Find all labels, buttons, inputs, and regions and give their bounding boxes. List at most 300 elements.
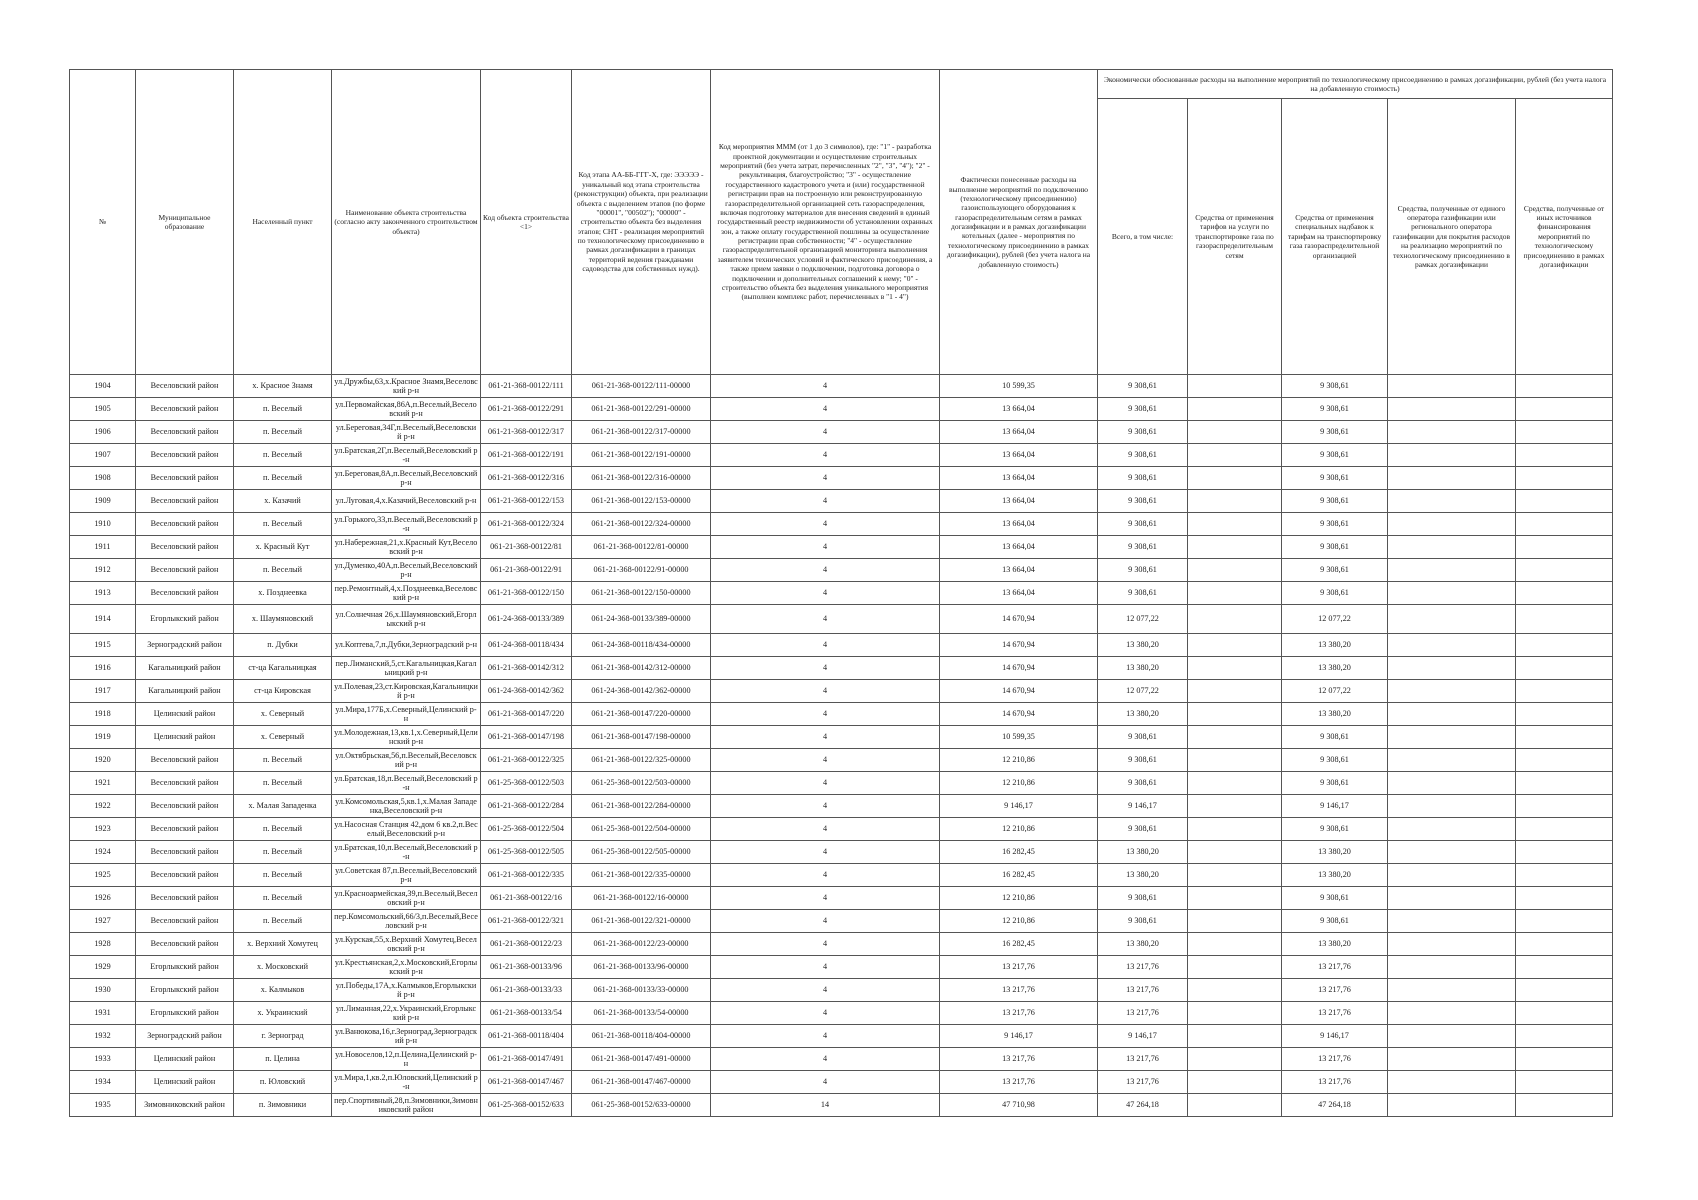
- row-actual-costs: 13 217,76: [940, 979, 1098, 1002]
- row-total: 9 308,61: [1098, 910, 1188, 933]
- row-special-surcharge-funds: 9 146,17: [1282, 1025, 1388, 1048]
- row-actual-costs: 12 210,86: [940, 910, 1098, 933]
- row-object-name: ул.Первомайская,86А,п.Веселый,Веселовский р-н: [332, 398, 481, 421]
- row-stage-code: 061-21-368-00122/316-00000: [572, 467, 711, 490]
- row-number: 1931: [70, 1002, 136, 1025]
- row-tariff-funds: [1188, 1002, 1282, 1025]
- row-settlement: п. Веселый: [234, 513, 332, 536]
- row-object-name: ул.Мира,177Б,х.Северный,Целинский р-н: [332, 703, 481, 726]
- row-special-surcharge-funds: 9 308,61: [1282, 513, 1388, 536]
- row-actual-costs: 13 664,04: [940, 421, 1098, 444]
- table-body: [70, 375, 1613, 1117]
- row-number: 1933: [70, 1048, 136, 1071]
- row-tariff-funds: [1188, 398, 1282, 421]
- row-special-surcharge-funds: 9 308,61: [1282, 375, 1388, 398]
- row-object-name: ул.Крестьянская,2,х.Московский,Егорлыкский р-н: [332, 956, 481, 979]
- row-event-code: 4: [711, 726, 940, 749]
- row-operator-funds: [1388, 864, 1516, 887]
- row-number: 1926: [70, 887, 136, 910]
- row-object-name: ул.Советская 87,п.Веселый,Веселовский р-н: [332, 864, 481, 887]
- row-actual-costs: 14 670,94: [940, 605, 1098, 634]
- table-row: [70, 421, 1613, 444]
- table-row: [70, 634, 1613, 657]
- row-actual-costs: 13 664,04: [940, 513, 1098, 536]
- row-number: 1929: [70, 956, 136, 979]
- row-object-code: 061-21-368-00122/335: [481, 864, 572, 887]
- row-settlement: п. Веселый: [234, 841, 332, 864]
- row-municipality: Зерноградский район: [136, 1025, 234, 1048]
- row-stage-code: 061-21-368-00122/284-00000: [572, 795, 711, 818]
- row-event-code: 4: [711, 933, 940, 956]
- row-municipality: Егорлыкский район: [136, 605, 234, 634]
- row-tariff-funds: [1188, 795, 1282, 818]
- row-settlement: п. Веселый: [234, 910, 332, 933]
- row-settlement: х. Казачий: [234, 490, 332, 513]
- row-actual-costs: 13 664,04: [940, 490, 1098, 513]
- row-object-code: 061-24-368-00133/389: [481, 605, 572, 634]
- table-row: [70, 1094, 1613, 1117]
- row-settlement: п. Юловский: [234, 1071, 332, 1094]
- row-object-name: ул.Курская,55,х.Верхний Хомутец,Веселовский р-н: [332, 933, 481, 956]
- row-stage-code: 061-21-368-00122/291-00000: [572, 398, 711, 421]
- row-other-funds: [1516, 1025, 1613, 1048]
- row-municipality: Целинский район: [136, 703, 234, 726]
- row-total: 9 308,61: [1098, 375, 1188, 398]
- row-operator-funds: [1388, 956, 1516, 979]
- row-object-code: 061-25-368-00152/633: [481, 1094, 572, 1117]
- row-operator-funds: [1388, 887, 1516, 910]
- row-other-funds: [1516, 467, 1613, 490]
- row-object-code: 061-21-368-00122/23: [481, 933, 572, 956]
- row-total: 13 380,20: [1098, 703, 1188, 726]
- row-stage-code: 061-21-368-00142/312-00000: [572, 657, 711, 680]
- header-other-funds: Средства, полученные от иных источников финансирования мероприятий по технологическому присоединению в рамках догазификации: [1516, 99, 1613, 375]
- row-object-name: ул.Насосная Станция 42,дом 6 кв.2,п.Веселый,Веселовский р-н: [332, 818, 481, 841]
- row-tariff-funds: [1188, 772, 1282, 795]
- row-event-code: 4: [711, 680, 940, 703]
- row-total: 9 308,61: [1098, 559, 1188, 582]
- row-object-code: 061-21-368-00122/81: [481, 536, 572, 559]
- row-object-name: пер.Лиманский,5,ст.Кагальницкая,Кагальницкий р-н: [332, 657, 481, 680]
- row-stage-code: 061-24-368-00133/389-00000: [572, 605, 711, 634]
- table-row: [70, 772, 1613, 795]
- row-other-funds: [1516, 1071, 1613, 1094]
- row-event-code: 4: [711, 887, 940, 910]
- row-settlement: п. Дубки: [234, 634, 332, 657]
- row-object-name: ул.Братская,10,п.Веселый,Веселовский р-н: [332, 841, 481, 864]
- row-number: 1904: [70, 375, 136, 398]
- row-special-surcharge-funds: 9 308,61: [1282, 726, 1388, 749]
- row-special-surcharge-funds: 9 308,61: [1282, 536, 1388, 559]
- row-special-surcharge-funds: 13 217,76: [1282, 1002, 1388, 1025]
- row-other-funds: [1516, 979, 1613, 1002]
- row-total: 13 380,20: [1098, 864, 1188, 887]
- row-actual-costs: 13 664,04: [940, 467, 1098, 490]
- row-tariff-funds: [1188, 979, 1282, 1002]
- header-municipality: Муниципальное образование: [136, 70, 234, 375]
- row-event-code: 4: [711, 444, 940, 467]
- row-settlement: п. Зимовники: [234, 1094, 332, 1117]
- row-actual-costs: 12 210,86: [940, 818, 1098, 841]
- row-municipality: Веселовский район: [136, 467, 234, 490]
- row-municipality: Веселовский район: [136, 933, 234, 956]
- row-stage-code: 061-21-368-00122/324-00000: [572, 513, 711, 536]
- row-object-name: ул.Лиманная,22,х.Украинский,Егорлыкский р-н: [332, 1002, 481, 1025]
- row-settlement: х. Московский: [234, 956, 332, 979]
- row-other-funds: [1516, 634, 1613, 657]
- row-number: 1908: [70, 467, 136, 490]
- row-total: 9 146,17: [1098, 795, 1188, 818]
- row-tariff-funds: [1188, 421, 1282, 444]
- row-settlement: х. Шаумяновский: [234, 605, 332, 634]
- row-special-surcharge-funds: 12 077,22: [1282, 605, 1388, 634]
- table-row: [70, 444, 1613, 467]
- row-actual-costs: 12 210,86: [940, 772, 1098, 795]
- row-object-name: ул.Молодежная,13,кв.1,х.Северный,Целинский р-н: [332, 726, 481, 749]
- row-object-code: 061-21-368-00122/317: [481, 421, 572, 444]
- table-row: [70, 703, 1613, 726]
- row-special-surcharge-funds: 9 308,61: [1282, 887, 1388, 910]
- row-other-funds: [1516, 841, 1613, 864]
- row-special-surcharge-funds: 13 217,76: [1282, 1071, 1388, 1094]
- row-actual-costs: 13 664,04: [940, 398, 1098, 421]
- row-number: 1924: [70, 841, 136, 864]
- row-actual-costs: 12 210,86: [940, 887, 1098, 910]
- row-operator-funds: [1388, 513, 1516, 536]
- table-row: [70, 490, 1613, 513]
- row-other-funds: [1516, 513, 1613, 536]
- row-settlement: п. Веселый: [234, 467, 332, 490]
- row-tariff-funds: [1188, 887, 1282, 910]
- row-total: 13 217,76: [1098, 1048, 1188, 1071]
- row-municipality: Веселовский район: [136, 864, 234, 887]
- row-other-funds: [1516, 772, 1613, 795]
- row-special-surcharge-funds: 9 308,61: [1282, 910, 1388, 933]
- header-special-surcharge-funds: Средства от применения специальных надбавок к тарифам на транспортировку газа газораспределительной организацией: [1282, 99, 1388, 375]
- row-event-code: 4: [711, 910, 940, 933]
- row-object-name: ул.Братская,18,п.Веселый,Веселовский р-н: [332, 772, 481, 795]
- row-object-name: ул.Ванюкова,16,г.Зерноград,Зерноградский р-н: [332, 1025, 481, 1048]
- row-special-surcharge-funds: 13 380,20: [1282, 864, 1388, 887]
- row-object-code: 061-21-368-00133/96: [481, 956, 572, 979]
- row-actual-costs: 16 282,45: [940, 933, 1098, 956]
- row-actual-costs: 13 664,04: [940, 582, 1098, 605]
- row-event-code: 4: [711, 421, 940, 444]
- row-object-code: 061-21-368-00122/321: [481, 910, 572, 933]
- row-stage-code: 061-21-368-00133/33-00000: [572, 979, 711, 1002]
- row-number: 1923: [70, 818, 136, 841]
- row-total: 9 308,61: [1098, 444, 1188, 467]
- row-actual-costs: 13 217,76: [940, 1048, 1098, 1071]
- row-number: 1932: [70, 1025, 136, 1048]
- row-number: 1907: [70, 444, 136, 467]
- row-object-code: 061-21-368-00147/467: [481, 1071, 572, 1094]
- header-stage-code: Код этапа АА-ББ-ГГГ-Х, где: ЭЭЭЭЭ - уникальный код этапа строительства (реконструкции) объекта, при реализации объекта с выделением этапов (по форме "00001", "00502"); "00000" - строительство объекта без выделения этапов; СНТ - реализация мероприятий по технологическому присоединению в рамках догазификации в границах территорий ведения гражданами садоводства для собственных нужд).: [572, 70, 711, 375]
- row-tariff-funds: [1188, 467, 1282, 490]
- row-other-funds: [1516, 421, 1613, 444]
- row-object-name: пер.Комсомольский,66/3,п.Веселый,Веселовский р-н: [332, 910, 481, 933]
- row-number: 1930: [70, 979, 136, 1002]
- row-number: 1912: [70, 559, 136, 582]
- table-row: [70, 749, 1613, 772]
- row-operator-funds: [1388, 398, 1516, 421]
- row-object-code: 061-21-368-00122/150: [481, 582, 572, 605]
- row-stage-code: 061-21-368-00147/467-00000: [572, 1071, 711, 1094]
- row-operator-funds: [1388, 795, 1516, 818]
- row-operator-funds: [1388, 490, 1516, 513]
- row-special-surcharge-funds: 47 264,18: [1282, 1094, 1388, 1117]
- row-event-code: 4: [711, 559, 940, 582]
- row-settlement: п. Целина: [234, 1048, 332, 1071]
- row-actual-costs: 14 670,94: [940, 680, 1098, 703]
- row-special-surcharge-funds: 9 308,61: [1282, 490, 1388, 513]
- row-operator-funds: [1388, 703, 1516, 726]
- row-stage-code: 061-21-368-00133/54-00000: [572, 1002, 711, 1025]
- row-settlement: п. Веселый: [234, 864, 332, 887]
- row-operator-funds: [1388, 818, 1516, 841]
- table-row: [70, 513, 1613, 536]
- row-object-code: 061-21-368-00122/316: [481, 467, 572, 490]
- table-row: [70, 680, 1613, 703]
- row-total: 13 380,20: [1098, 657, 1188, 680]
- row-actual-costs: 13 217,76: [940, 956, 1098, 979]
- row-municipality: Веселовский район: [136, 841, 234, 864]
- row-settlement: п. Веселый: [234, 398, 332, 421]
- row-municipality: Веселовский район: [136, 772, 234, 795]
- row-municipality: Кагальницкий район: [136, 680, 234, 703]
- row-other-funds: [1516, 657, 1613, 680]
- row-object-name: ул.Новоселов,12,п.Целина,Целинский р-н: [332, 1048, 481, 1071]
- row-actual-costs: 9 146,17: [940, 795, 1098, 818]
- row-object-code: 061-24-368-00118/434: [481, 634, 572, 657]
- row-event-code: 4: [711, 979, 940, 1002]
- table-row: [70, 795, 1613, 818]
- row-settlement: п. Веселый: [234, 421, 332, 444]
- row-tariff-funds: [1188, 933, 1282, 956]
- row-municipality: Егорлыкский район: [136, 956, 234, 979]
- table-row: [70, 375, 1613, 398]
- row-special-surcharge-funds: 12 077,22: [1282, 680, 1388, 703]
- row-special-surcharge-funds: 13 380,20: [1282, 634, 1388, 657]
- row-total: 13 380,20: [1098, 933, 1188, 956]
- table-row: [70, 933, 1613, 956]
- row-total: 9 308,61: [1098, 726, 1188, 749]
- row-operator-funds: [1388, 634, 1516, 657]
- row-total: 9 308,61: [1098, 887, 1188, 910]
- row-number: 1928: [70, 933, 136, 956]
- row-object-name: ул.Полевая,23,ст.Кировская,Кагальницкий р-н: [332, 680, 481, 703]
- row-special-surcharge-funds: 13 380,20: [1282, 657, 1388, 680]
- row-municipality: Веселовский район: [136, 749, 234, 772]
- row-special-surcharge-funds: 9 146,17: [1282, 795, 1388, 818]
- row-special-surcharge-funds: 13 380,20: [1282, 841, 1388, 864]
- row-settlement: ст-ца Кагальницкая: [234, 657, 332, 680]
- row-object-code: 061-21-368-00147/491: [481, 1048, 572, 1071]
- row-other-funds: [1516, 559, 1613, 582]
- row-settlement: х. Красное Знамя: [234, 375, 332, 398]
- row-municipality: Егорлыкский район: [136, 979, 234, 1002]
- row-number: 1909: [70, 490, 136, 513]
- row-tariff-funds: [1188, 703, 1282, 726]
- row-object-code: 061-21-368-00122/91: [481, 559, 572, 582]
- table-row: [70, 956, 1613, 979]
- row-stage-code: 061-21-368-00133/96-00000: [572, 956, 711, 979]
- row-tariff-funds: [1188, 726, 1282, 749]
- table-row: [70, 1025, 1613, 1048]
- row-object-code: 061-25-368-00122/505: [481, 841, 572, 864]
- table-row: [70, 398, 1613, 421]
- table-row: [70, 841, 1613, 864]
- row-object-name: ул.Луговая,4,х.Казачий,Веселовский р-н: [332, 490, 481, 513]
- row-municipality: Веселовский район: [136, 490, 234, 513]
- row-number: 1906: [70, 421, 136, 444]
- row-municipality: Целинский район: [136, 1071, 234, 1094]
- row-event-code: 4: [711, 1025, 940, 1048]
- row-operator-funds: [1388, 1094, 1516, 1117]
- row-number: 1922: [70, 795, 136, 818]
- row-other-funds: [1516, 864, 1613, 887]
- row-event-code: 4: [711, 490, 940, 513]
- row-stage-code: 061-21-368-00122/81-00000: [572, 536, 711, 559]
- row-object-name: ул.Дружбы,63,х.Красное Знамя,Веселовский р-н: [332, 375, 481, 398]
- header-no: №: [70, 70, 136, 375]
- table-row: [70, 818, 1613, 841]
- header-operator-funds: Средства, полученные от единого оператора газификации или регионального оператора газификации для покрытия расходов на реализацию мероприятий по технологическому присоединению в рамках догазификации: [1388, 99, 1516, 375]
- row-stage-code: 061-25-368-00122/505-00000: [572, 841, 711, 864]
- row-total: 9 308,61: [1098, 490, 1188, 513]
- table-row: [70, 910, 1613, 933]
- row-other-funds: [1516, 605, 1613, 634]
- row-stage-code: 061-21-368-00118/404-00000: [572, 1025, 711, 1048]
- row-settlement: г. Зерноград: [234, 1025, 332, 1048]
- row-operator-funds: [1388, 657, 1516, 680]
- row-tariff-funds: [1188, 490, 1282, 513]
- row-municipality: Веселовский район: [136, 421, 234, 444]
- row-total: 13 217,76: [1098, 979, 1188, 1002]
- row-special-surcharge-funds: 9 308,61: [1282, 582, 1388, 605]
- row-tariff-funds: [1188, 375, 1282, 398]
- row-total: 13 217,76: [1098, 1002, 1188, 1025]
- row-actual-costs: 13 217,76: [940, 1071, 1098, 1094]
- header-total: Всего, в том числе:: [1098, 99, 1188, 375]
- row-other-funds: [1516, 398, 1613, 421]
- row-special-surcharge-funds: 9 308,61: [1282, 749, 1388, 772]
- header-tariff-funds: Средства от применения тарифов на услуги по транспортировке газа по газораспределительным сетям: [1188, 99, 1282, 375]
- row-object-code: 061-24-368-00142/362: [481, 680, 572, 703]
- row-number: 1925: [70, 864, 136, 887]
- row-total: 9 308,61: [1098, 749, 1188, 772]
- row-tariff-funds: [1188, 657, 1282, 680]
- row-stage-code: 061-24-368-00142/362-00000: [572, 680, 711, 703]
- row-settlement: х. Верхний Хомутец: [234, 933, 332, 956]
- row-object-name: ул.Береговая,8А,п.Веселый,Веселовский р-н: [332, 467, 481, 490]
- header-object-name: Наименование объекта строительства (согласно акту законченного строительством объекта): [332, 70, 481, 375]
- row-operator-funds: [1388, 375, 1516, 398]
- row-other-funds: [1516, 910, 1613, 933]
- row-event-code: 4: [711, 375, 940, 398]
- header-actual-costs: Фактически понесенные расходы на выполнение мероприятий по подключению (технологическому присоединению) газоиспользующего оборудования к газораспределительным сетям в рамках догазификации и в рамках догазификации котельных (далее - мероприятия по технологическому присоединению в рамках догазификации), рублей (без учета налога на добавленную стоимость): [940, 70, 1098, 375]
- header-settlement: Населенный пункт: [234, 70, 332, 375]
- row-other-funds: [1516, 795, 1613, 818]
- row-object-code: 061-21-368-00133/33: [481, 979, 572, 1002]
- row-tariff-funds: [1188, 513, 1282, 536]
- row-stage-code: 061-21-368-00122/16-00000: [572, 887, 711, 910]
- row-municipality: Зимовниковский район: [136, 1094, 234, 1117]
- row-object-name: пер.Спортивный,28,п.Зимовники,Зимовниковский район: [332, 1094, 481, 1117]
- row-tariff-funds: [1188, 680, 1282, 703]
- row-tariff-funds: [1188, 605, 1282, 634]
- row-operator-funds: [1388, 559, 1516, 582]
- row-actual-costs: 9 146,17: [940, 1025, 1098, 1048]
- row-number: 1917: [70, 680, 136, 703]
- row-settlement: х. Позднеевка: [234, 582, 332, 605]
- row-object-name: ул.Мира,1,кв.2,п.Юловский,Целинский р-н: [332, 1071, 481, 1094]
- table-row: [70, 605, 1613, 634]
- row-settlement: х. Северный: [234, 703, 332, 726]
- row-object-code: 061-21-368-00147/198: [481, 726, 572, 749]
- row-special-surcharge-funds: 9 308,61: [1282, 398, 1388, 421]
- row-tariff-funds: [1188, 818, 1282, 841]
- row-operator-funds: [1388, 1025, 1516, 1048]
- row-special-surcharge-funds: 9 308,61: [1282, 421, 1388, 444]
- row-number: 1905: [70, 398, 136, 421]
- row-tariff-funds: [1188, 841, 1282, 864]
- row-object-code: 061-21-368-00118/404: [481, 1025, 572, 1048]
- row-object-name: ул.Береговая,34Г,п.Веселый,Веселовский р-н: [332, 421, 481, 444]
- row-special-surcharge-funds: 13 380,20: [1282, 703, 1388, 726]
- row-stage-code: 061-24-368-00118/434-00000: [572, 634, 711, 657]
- row-municipality: Целинский район: [136, 1048, 234, 1071]
- row-actual-costs: 14 670,94: [940, 703, 1098, 726]
- row-operator-funds: [1388, 841, 1516, 864]
- row-tariff-funds: [1188, 536, 1282, 559]
- row-object-code: 061-21-368-00122/284: [481, 795, 572, 818]
- row-object-code: 061-21-368-00122/16: [481, 887, 572, 910]
- row-tariff-funds: [1188, 559, 1282, 582]
- row-operator-funds: [1388, 772, 1516, 795]
- row-other-funds: [1516, 1002, 1613, 1025]
- row-municipality: Веселовский район: [136, 582, 234, 605]
- row-object-code: 061-21-368-00122/291: [481, 398, 572, 421]
- row-object-name: ул.Комсомольская,5,кв.1,х.Малая Западенка,Веселовский р-н: [332, 795, 481, 818]
- row-operator-funds: [1388, 467, 1516, 490]
- row-total: 9 308,61: [1098, 398, 1188, 421]
- row-stage-code: 061-21-368-00122/23-00000: [572, 933, 711, 956]
- row-actual-costs: 14 670,94: [940, 634, 1098, 657]
- row-total: 9 308,61: [1098, 582, 1188, 605]
- row-actual-costs: 13 664,04: [940, 559, 1098, 582]
- row-total: 9 308,61: [1098, 772, 1188, 795]
- row-tariff-funds: [1188, 582, 1282, 605]
- row-object-code: 061-21-368-00122/153: [481, 490, 572, 513]
- row-event-code: 4: [711, 634, 940, 657]
- row-object-code: 061-21-368-00122/325: [481, 749, 572, 772]
- row-stage-code: 061-21-368-00122/91-00000: [572, 559, 711, 582]
- row-settlement: ст-ца Кировская: [234, 680, 332, 703]
- row-stage-code: 061-21-368-00122/111-00000: [572, 375, 711, 398]
- row-municipality: Веселовский район: [136, 444, 234, 467]
- row-other-funds: [1516, 582, 1613, 605]
- row-object-code: 061-21-368-00122/324: [481, 513, 572, 536]
- row-stage-code: 061-25-368-00152/633-00000: [572, 1094, 711, 1117]
- row-actual-costs: 10 599,35: [940, 375, 1098, 398]
- row-object-name: ул.Октябрьская,56,п.Веселый,Веселовский р-н: [332, 749, 481, 772]
- row-stage-code: 061-21-368-00122/321-00000: [572, 910, 711, 933]
- row-municipality: Егорлыкский район: [136, 1002, 234, 1025]
- row-event-code: 4: [711, 864, 940, 887]
- row-operator-funds: [1388, 749, 1516, 772]
- row-stage-code: 061-21-368-00122/150-00000: [572, 582, 711, 605]
